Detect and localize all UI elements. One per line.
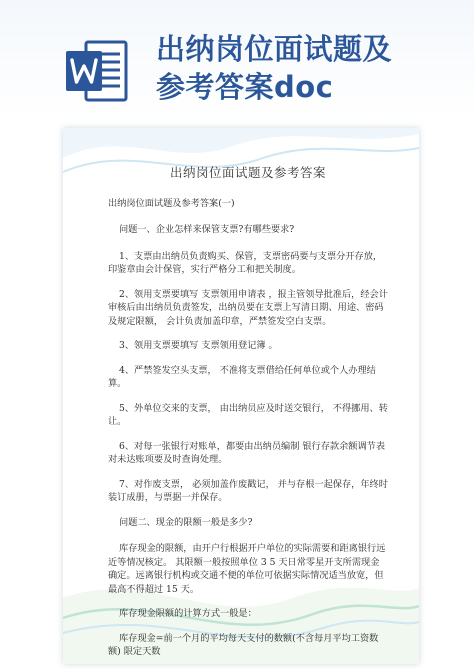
- banner-title: [156, 30, 456, 106]
- document-title: 出纳岗位面试题及参考答案: [169, 165, 326, 180]
- answer-item-4: 4、严禁签发空头支票， 不准将支票借给任何单位或个人办理结算。: [108, 364, 376, 389]
- word-document-icon: [64, 38, 130, 104]
- answer-paragraph-3: 库存现金=前一个月的平均每天支付的数额(不含每月平均工资数额) 限定天数: [108, 632, 379, 657]
- answer-paragraph-1: 库存现金的限额，由开户行根据开户单位的实际需要和距离银行远近等情况核定。 其限额一般按照单位 3 5 天日常零星开支所需现金确定。远离银行机构或交通不便的单位可依据实际情况适当放宽，但最高不得超过 15 天。: [108, 543, 386, 595]
- document-subtitle: 出纳岗位面试题及参考答案(一): [108, 197, 235, 209]
- banner-title-line2: 参考答案doc: [156, 70, 334, 104]
- answer-paragraph-2: 库存现金限额的计算方式一般是：: [119, 608, 257, 619]
- banner-title-line1: 出纳岗位面试题及: [156, 32, 393, 66]
- question-one: 问题一、企业怎样来保管支票?有哪些要求?: [119, 224, 295, 235]
- answer-item-5: 5、外单位交来的支票， 由出纳员应及时送交银行， 不得挪用、转让。: [108, 402, 388, 427]
- answer-item-3: 3、领用支票要填写 支票领用登记簿 。: [119, 340, 278, 351]
- answer-item-2: 2、领用支票要填写 支票领用申请表 ，报主管领导批准后，经会计审核后由出纳员负责签发，出纳员要在支票上写清日期、用途、密码及规定限额， 会计负责加盖印章，严禁签发空白支票。: [108, 288, 388, 327]
- answer-item-1: 1、支票由出纳员负责购买、保管，支票密码要与支票分开存放，印鉴章由会计保管，实行严格分工和把关制度。: [108, 250, 383, 275]
- document-body: [108, 166, 388, 664]
- answer-item-6: 6、对每一张银行对账单，都要由出纳员编制 银行存款余额调节表 对未达账项要及时查询处理。: [108, 440, 386, 465]
- document-page: [63, 128, 419, 664]
- question-two: 问题二、现金的限额一般是多少?: [119, 516, 253, 528]
- answer-item-7: 7、对作废支票， 必须加盖作废戳记， 并与存根一起保存，年终时装订成册，与票据一并保存。: [108, 478, 388, 503]
